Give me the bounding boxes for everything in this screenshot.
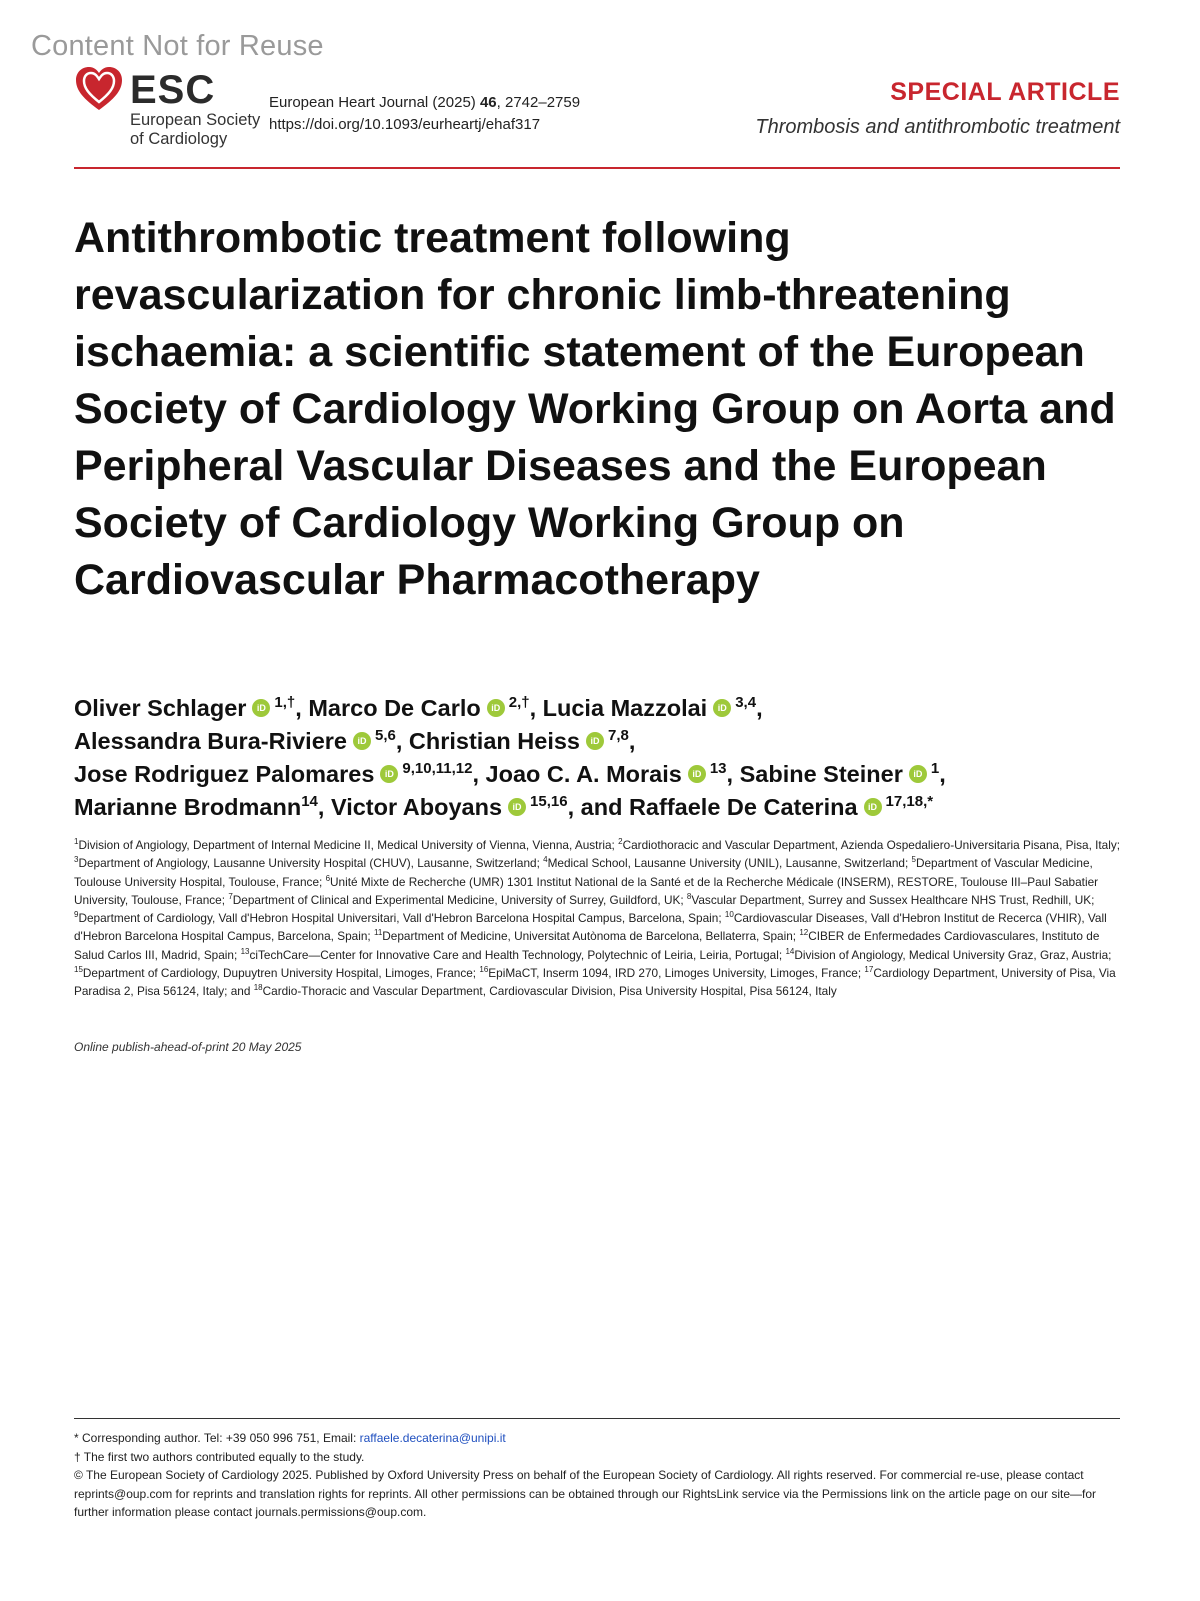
article-type: SPECIAL ARTICLE [890, 78, 1120, 106]
orcid-icon[interactable]: iD [353, 732, 371, 750]
affiliation-text: Cardiovascular Diseases, Vall d'Hebron Institut de Recerca (VHIR), Vall d'Hebron Barcelona Hospital Campus, Barcelona, Spain; [74, 911, 1107, 944]
author-line: Oliver Schlager iD $^{1,\dagger}$, Marco De Carlo iD $^{2,\dagger}$, Lucia Mazzolai iD $^{3,4}$, [74, 694, 763, 721]
affiliation-text: Cardio-Thoracic and Vascular Department, Cardiovascular Division, Pisa University Hospital, Pisa 56124, Italy [262, 984, 837, 999]
author-affiliation-marker: 3,4 [735, 694, 757, 712]
esc-logo [74, 66, 264, 156]
affiliation-number: 4 [543, 855, 548, 865]
affiliation-text: Division of Angiology, Department of Internal Medicine II, Medical University of Vienna, Vienna, Austria; [78, 838, 615, 852]
corresponding-author-text: * Corresponding author. Tel: +39 050 996 751, Email: [74, 1431, 360, 1445]
orcid-icon[interactable]: iD [713, 699, 731, 717]
orcid-icon[interactable]: iD [508, 798, 526, 816]
affiliation-number: 6 [325, 873, 331, 883]
author-affiliation-marker: 13 [709, 760, 727, 778]
logo-esc-text: ESC [130, 68, 216, 112]
author-affiliation-marker: 15,16 [530, 793, 568, 811]
affiliation-text: Unité Mixte de Recherche (UMR) 1301 Institut National de la Santé et de la Recherche Médicale (INSERM), RESTORE, Toulouse III–Paul Sabatier University, Toulouse, France; [74, 874, 1099, 907]
author-name: Raffaele De Caterina [628, 794, 858, 820]
affiliation-text: Department of Cardiology, Vall d'Hebron Hospital Universitari, Vall d'Hebron Barcelona Hospital Campus, Barcelona, Spain; [78, 911, 722, 926]
corresponding-author-note [74, 1429, 1120, 1448]
affiliation-number: 7 [228, 891, 233, 901]
publication-date: Online publish-ahead-of-print 20 May 2025 [74, 1040, 302, 1054]
affiliation-number: 14 [785, 946, 795, 956]
author-name: Victor Aboyans [330, 794, 503, 820]
affiliation-text: Department of Clinical and Experimental Medicine, University of Surrey, Guildford, UK; [232, 892, 684, 907]
affiliations [74, 836, 1122, 1001]
journal-citation [269, 92, 580, 136]
affiliation-number: 12 [799, 928, 809, 938]
orcid-icon[interactable]: iD [688, 765, 706, 783]
orcid-icon[interactable]: iD [909, 765, 927, 783]
affiliation-number: 15 [74, 965, 83, 975]
affiliation-number: 10 [724, 910, 734, 920]
orcid-icon[interactable]: iD [864, 798, 882, 816]
copyright-note: © The European Society of Cardiology 2025. Published by Oxford University Press on behalf of the European Society of Cardiology. All rights reserved. For commercial re-use, please contact reprints@oup.com for reprints and translation rights for reprints. All other permissions can be obtained through our RightsLink service via the Permissions link on the article page on our site—for further information please contact journals.permissions@oup.com. [74, 1468, 1097, 1519]
orcid-icon[interactable]: iD [487, 699, 505, 717]
doi-link[interactable]: https://doi.org/10.1093/eurheartj/ehaf317 [269, 116, 541, 133]
affiliation-number: 9 [74, 910, 79, 920]
affiliation-text: Department of Medicine, Universitat Autònoma de Barcelona, Bellaterra, Spain; [382, 929, 797, 944]
affiliation-text: Vascular Department, Surrey and Sussex Healthcare NHS Trust, Redhill, UK; [691, 892, 1095, 907]
affiliation-number: 18 [253, 983, 263, 993]
affiliation-text: Department of Cardiology, Dupuytren University Hospital, Limoges, France; [82, 966, 477, 981]
affiliation-text: Medical School, Lausanne University (UNIL), Lausanne, Switzerland; [547, 856, 909, 871]
author-affiliation-marker: 7,8 [608, 727, 629, 745]
affiliation-number: 16 [479, 965, 489, 975]
author-name: Alessandra Bura-Riviere [74, 728, 347, 754]
journal-pages: , 2742–2759 [496, 94, 581, 111]
logo-society-line1: European Society [130, 111, 261, 129]
author-affiliation-marker: 1 [930, 760, 940, 778]
author-name: Lucia Mazzolai [542, 695, 708, 721]
affiliation-text: Department of Vascular Medicine, Toulouse University Hospital, Toulouse, France; [74, 856, 1093, 889]
affiliation-text: Division of Angiology, Medical University Graz, Graz, Austria; [794, 947, 1112, 962]
author-connector: and [580, 794, 623, 820]
author-line: Jose Rodriguez Palomares iD $^{9,10,11,12}$, Joao C. A. Morais iD $^{13}$, Sabine Steiner iD $^1$, [74, 760, 946, 787]
affiliation-number: 3 [74, 855, 79, 865]
orcid-icon[interactable]: iD [380, 765, 398, 783]
author-affiliation-marker: 2,† [508, 694, 530, 712]
equal-contribution-note: † The first two authors contributed equally to the study. [74, 1449, 365, 1464]
affiliation-number: 13 [240, 946, 250, 956]
corresponding-email-link[interactable]: raffaele.decaterina@unipi.it [359, 1431, 506, 1445]
author-affiliation-marker: 1,† [274, 694, 296, 712]
orcid-icon[interactable]: iD [252, 699, 270, 717]
author-affiliation-marker: 17,18,* [885, 793, 934, 811]
author-line: Alessandra Bura-Riviere iD $^{5,6}$, Christian Heiss iD $^{7,8}$, [74, 727, 636, 754]
author-name: Marco De Carlo [308, 695, 481, 721]
article-header [74, 66, 1120, 166]
header-divider [74, 167, 1120, 169]
author-list [74, 692, 1124, 824]
author-name: Jose Rodriguez Palomares [74, 761, 375, 787]
affiliation-number: 2 [618, 837, 623, 847]
heart-logo-icon [74, 66, 124, 112]
affiliation-text: EpiMaCT, Inserm 1094, IRD 270, Limoges University, Limoges, France; [488, 966, 862, 981]
footnote-divider [74, 1418, 1120, 1419]
affiliation-number: 1 [74, 837, 79, 847]
author-name: Joao C. A. Morais [485, 761, 682, 787]
author-name: Christian Heiss [408, 728, 580, 754]
logo-society-line2: of Cardiology [130, 130, 228, 148]
author-name: Marianne Brodmann [74, 794, 302, 820]
author-name: Sabine Steiner [739, 761, 903, 787]
journal-name: European Heart Journal (2025) [269, 94, 480, 111]
affiliation-number: 17 [864, 965, 874, 975]
article-category: Thrombosis and antithrombotic treatment [755, 116, 1120, 138]
affiliation-number: 8 [686, 891, 692, 901]
article-title: Antithrombotic treatment following revascularization for chronic limb-threatening ischaemia: a scientific statement of the European Society of Cardiology Working Group on Aorta and Peripheral Vascular Diseases and the European Society of Cardiology Working Group on Cardiovascular Pharmacotherapy [74, 214, 1116, 604]
author-name: Oliver Schlager [74, 695, 247, 721]
affiliation-text: CIBER de Enfermedades Cardiovasculares, Instituto de Salud Carlos III, Madrid, Spain; [74, 929, 1100, 962]
affiliation-text: Department of Angiology, Lausanne University Hospital (CHUV), Lausanne, Switzerland; [78, 856, 540, 871]
footnotes [74, 1429, 1120, 1522]
watermark: Content Not for Reuse [31, 30, 324, 62]
affiliation-text: ciTechCare—Center for Innovative Care and Health Technology, Polytechnic of Leiria, Leiria, Portugal; [249, 947, 783, 962]
affiliation-number: 11 [373, 928, 383, 938]
author-affiliation-marker: 14 [301, 793, 318, 811]
affiliation-number: 5 [911, 855, 916, 865]
orcid-icon[interactable]: iD [586, 732, 604, 750]
author-affiliation-marker: 9,10,11,12 [402, 760, 473, 778]
author-line: Marianne Brodmann$^{14}$, Victor Aboyans iD $^{15,16}$, and Raffaele De Caterina iD $^{17,18,*}$ [74, 793, 934, 820]
affiliation-text: Cardiology Department, University of Pisa, Via Paradisa 2, Pisa 56124, Italy; and [74, 966, 1116, 999]
author-affiliation-marker: 5,6 [374, 727, 396, 745]
affiliation-text: Cardiothoracic and Vascular Department, Azienda Ospedaliero-Universitaria Pisana, Pisa, Italy; [622, 838, 1121, 852]
journal-volume: 46 [479, 94, 497, 111]
